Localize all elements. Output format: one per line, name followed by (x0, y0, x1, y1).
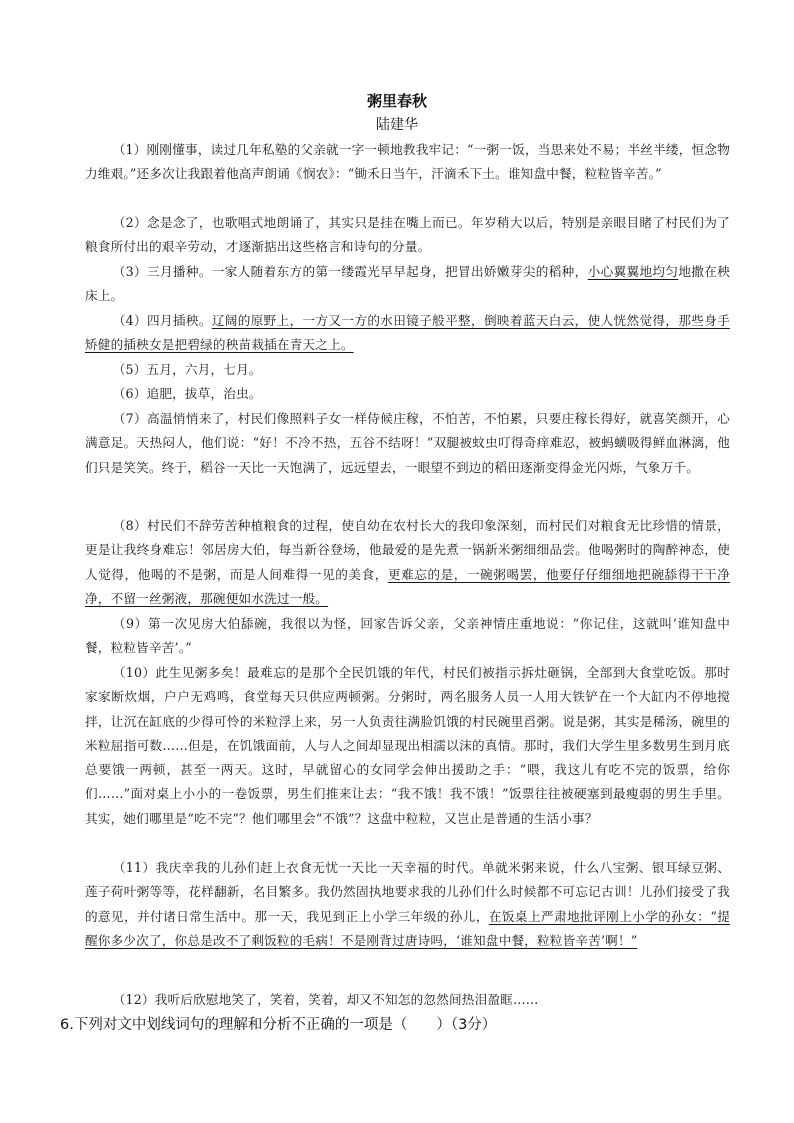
paragraph-9 (85, 612, 730, 661)
underlined-text: 小心翼翼地均匀 (587, 264, 679, 279)
paragraph-4 (85, 309, 730, 358)
underlined-text: 辽阔的原野上，一方又一方的水田镜子般平整，倒映着蓝天白云，使人恍然觉得，那些身手矫健的插秧女是把碧绿的秧苗栽插在青天之上。 (85, 313, 730, 353)
article-author: 陆建华 (376, 117, 418, 133)
paragraph-8 (85, 514, 730, 611)
paragraph-text: 地撒在秧床上。 (85, 264, 730, 304)
paragraph-text: （5）五月，六月，七月。 (112, 362, 262, 377)
paragraph-text: （10）此生见粥多矣！最难忘的是那个全民饥饿的年代，村民们被指示拆灶砸锅，全部到大食堂吃饭。那时家家断炊烟，户户无鸡鸣，食堂每天只供应两顿粥。分粥时，两名服务人员一人用大铁铲在一个大缸内不停地搅拌，让沉在缸底的少得可怜的米粒浮上来，另一人负责往满脸饥饿的村民碗里舀粥。说是粥，其实是稀汤，碗里的米粒屈指可数……但是，在饥饿面前，人与人之间却显现出相濡以沫的真情。那时，我们大学生里多数男生到月底总要饿一两顿，甚至一两天。这时，早就留心的女同学会伸出援助之手：“喂，我这儿有吃不完的饭票，给你们……”面对桌上小小的一卷饭票，男生们推来让去：“我不饿！我不饿！”饭票往往被硬塞到最瘦弱的男生手里。其实，她们哪里是“吃不完”？他们哪里会“不饿”？这盘中粒粒，又岂止是普通的生活小事？ (85, 665, 730, 826)
paragraph-text: （12）我听后欣慰地笑了，笑着，笑着，却又不知怎的忽然间热泪盈眶…… (112, 992, 539, 1007)
paragraph-2 (85, 211, 730, 260)
paragraph-11 (85, 856, 730, 953)
article-title: 粥里春秋 (366, 92, 427, 110)
paragraph-1 (85, 138, 730, 187)
paragraph-6 (85, 382, 730, 406)
paragraph-3 (85, 260, 730, 309)
paragraph-text: （11）我庆幸我的儿孙们赶上衣食无忧一天比一天幸福的时代。单就米粥来说，什么八宝粥、银耳绿豆粥、莲子荷叶粥等等，花样翻新，名目繁多。我仍然固执地要求我的儿孙们什么时候都不可忘记古训！儿孙们接受了我的意见，并付诸日常生活中。那一天，我见到正上小学三年级的孙儿， (85, 860, 730, 924)
paragraph-text: （6）追肥，拔草，治虫。 (112, 386, 262, 401)
underlined-text: 在饭桌上严肃地批评刚上小学的孙女：“提醒你多少次了，你总是改不了剩饭粒的毛病！不是刚背过唐诗吗，‘谁知盘中餐，粒粒皆辛苦’啊！” (85, 908, 730, 948)
paragraph-text: （9）第一次见房大伯舔碗，我很以为怪，回家告诉父亲，父亲神情庄重地说：“你记住，这就叫‘谁知盘中餐，粒粒皆辛苦’。” (85, 616, 730, 656)
paragraph-text: （2）念是念了，也歌唱式地朗诵了，其实只是挂在嘴上而已。年岁稍大以后，特别是亲眼目睹了村民们为了粮食所付出的艰辛劳动，才逐渐掂出这些格言和诗句的分量。 (85, 215, 730, 255)
paragraph-text: （4）四月插秧。 (112, 313, 212, 328)
paragraph-text: （3）三月播种。一家人随着东方的第一缕霞光早早起身，把冒出娇嫩芽尖的稻种， (112, 264, 588, 279)
underlined-text: 更难忘的是，一碗粥喝罢，他要仔仔细细地把碗舔得干干净净，不留一丝粥液，那碗便如水洗过一般。 (85, 566, 730, 606)
paragraph-7 (85, 407, 730, 480)
paragraph-5 (85, 358, 730, 382)
question-6: 6.下列对文中划线词句的理解和分析不正确的一项是（ ）（3分） (60, 1017, 497, 1033)
paragraph-text: （7）高温悄悄来了，村民们像照料子女一样侍候庄稼，不怕苦，不怕累，只要庄稼长得好，就喜笑颜开，心满意足。天热闷人，他们说：“好！不冷不热，五谷不结呀！”双腿被蚊虫叮得奇痒难忍，被蚂蟥吸得鲜血淋漓，他们只是笑笑。终于，稻谷一天比一天饱满了，远远望去，一眼望不到边的稻田逐渐变得金光闪烁，气象万千。 (85, 411, 730, 475)
paragraph-text: （8）村民们不辞劳苦种植粮食的过程，使自幼在农村长大的我印象深刻，而村民们对粮食无比珍惜的情景，更是让我终身难忘！邻居房大伯，每当新谷登场，他最爱的是先煮一锅新米粥细细品尝。他喝粥时的陶醉神态，使人觉得，他喝的不是粥，而是人间难得一见的美食， (85, 518, 730, 582)
paragraph-text: （1）刚刚懂事，读过几年私塾的父亲就一字一顿地教我牢记：“一粥一饭，当思来处不易；半丝半缕，恒念物力维艰。”还多次让我跟着他高声朗诵《悯农》：“锄禾日当午，汗滴禾下土。谁知盘中餐，粒粒皆辛苦。” (85, 142, 730, 182)
paragraph-12 (85, 988, 730, 1012)
paragraph-10 (85, 661, 730, 831)
